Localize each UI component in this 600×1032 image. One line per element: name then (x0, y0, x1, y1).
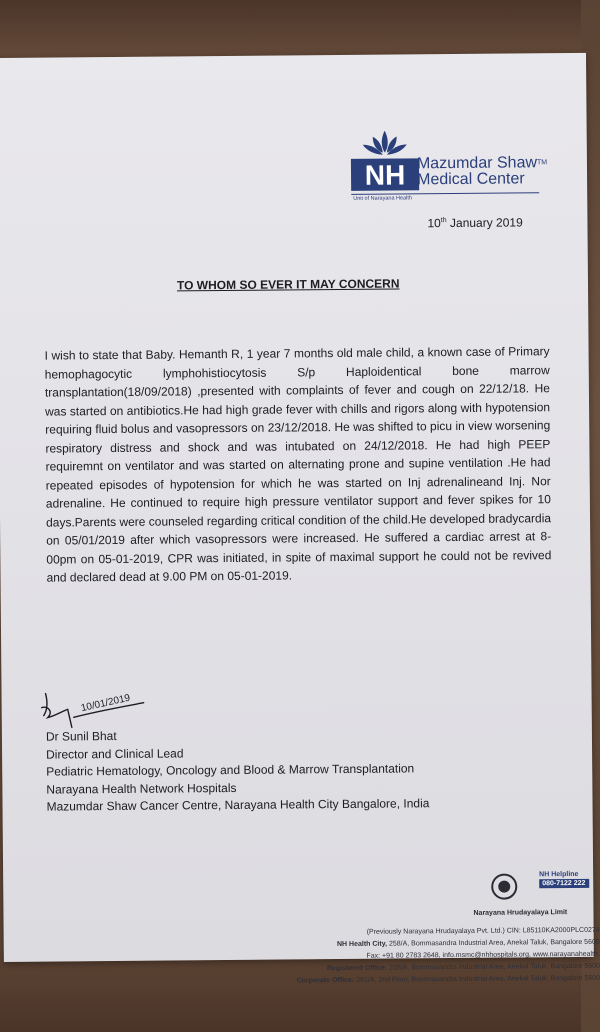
footer-health-city-address: 258/A, Bommasandra Industrial Area, Anekal Taluk, Bangalore 5600 (386, 938, 600, 948)
footer-contact-line: Fax: +91 80 2783 2648, info.msmc@nhhospitals.org, www.narayanahealth. (366, 950, 600, 960)
footer-logos (491, 871, 591, 912)
signer-name: Dr Sunil Bhat (45, 728, 117, 744)
org-name (417, 155, 557, 188)
letter-body: I wish to state that Baby. Hemanth R, 1 year 7 months old male child, a known case of Primary hemophagocytic lymphohistiocytosis S/p Haploidentical bone marrow transplantation(18/09/2018) ,presented with complaints of fever and cough on 22/12/18. He was started on antibiotics.He had high grade fever with chills and rigors along with hypotension requiring fluid bolus and vasopressors on 23/12/2018. He was shifted to picu in view worsening respiratory distress and shock and was intubated on 24/12/2018. He had high PEEP requiremnt on ventilator and was started on alternating prone and supine ventilation .He had repeated episodes of hypotension for which he was started on Inj adrenalineand Inj. Nor adrenaline. He continued to require high pressure ventilator support and fever spikes for 10 days.Parents were counseled regarding critical condition of the child.He developed bradycardia on 05/01/2019 after which vasopressors were increased. He suffered a cardiac arrest at 8-00pm on 05-01-2019, CPR was initiated, in spite of maximal support he could not be revived and declared dead at 9.00 PM on 05-01-2019. (44, 344, 552, 585)
handwritten-signature-icon (37, 687, 147, 730)
nh-lotus-logo-icon (351, 126, 420, 197)
footer-org-name: Narayana Hrudayalaya Limit (473, 909, 568, 917)
signer-network: Narayana Health Network Hospitals (46, 780, 237, 797)
helpline-label: NH Helpline (539, 870, 579, 879)
date-rest: January 2019 (446, 215, 523, 231)
signer-title: Director and Clinical Lead (46, 745, 184, 762)
date-suffix: th (440, 217, 447, 225)
footer-cin-line: (Previously Narayana Hrudayalaya Pvt. Ltd.) CIN: L85110KA2000PLC0274 (366, 926, 600, 936)
org-name-line1: Mazumdar Shaw (416, 154, 538, 173)
footer-registered-address: 258/A, Bommasandra Industrial Area, Anekal Taluk, Bangalore 5600 (387, 962, 600, 972)
handwritten-date: 10/01/2019 (79, 692, 132, 715)
helpline-number: 080-7122 222 (539, 879, 589, 888)
letterhead-logo (351, 125, 552, 207)
letter-date (427, 215, 522, 230)
letterhead-rule (351, 192, 539, 195)
org-name-line2: Medical Center (417, 170, 525, 189)
helpline-badge (539, 871, 589, 888)
date-day: 10 (427, 216, 441, 231)
footer-health-city-label: NH Health City, (336, 940, 388, 949)
trademark-mark: TM (536, 159, 548, 167)
signer-block (46, 725, 430, 816)
unit-of-label: Unit of Narayana Health (353, 195, 412, 202)
signer-centre: Mazumdar Shaw Cancer Centre, Narayana Health City Bangalore, India (46, 796, 430, 814)
footer-registered-label: Registered Office: (326, 964, 388, 973)
footer-corporate-label: Corporate Office: (296, 976, 355, 985)
footer-corporate-address: 261/A, 2nd Floor, Bommasandra Industrial Area, Anekal Taluk, Bangalore 5600 (354, 974, 600, 984)
letter-subject: TO WHOM SO EVER IT MAY CONCERN (176, 276, 400, 293)
signer-department: Pediatric Hematology, Oncology and Blood & Marrow Transplantation (46, 761, 415, 779)
accreditation-seal-icon (491, 873, 517, 899)
letter-page (0, 53, 600, 985)
logo-letters: NH (364, 159, 406, 191)
footer-address (200, 925, 600, 988)
